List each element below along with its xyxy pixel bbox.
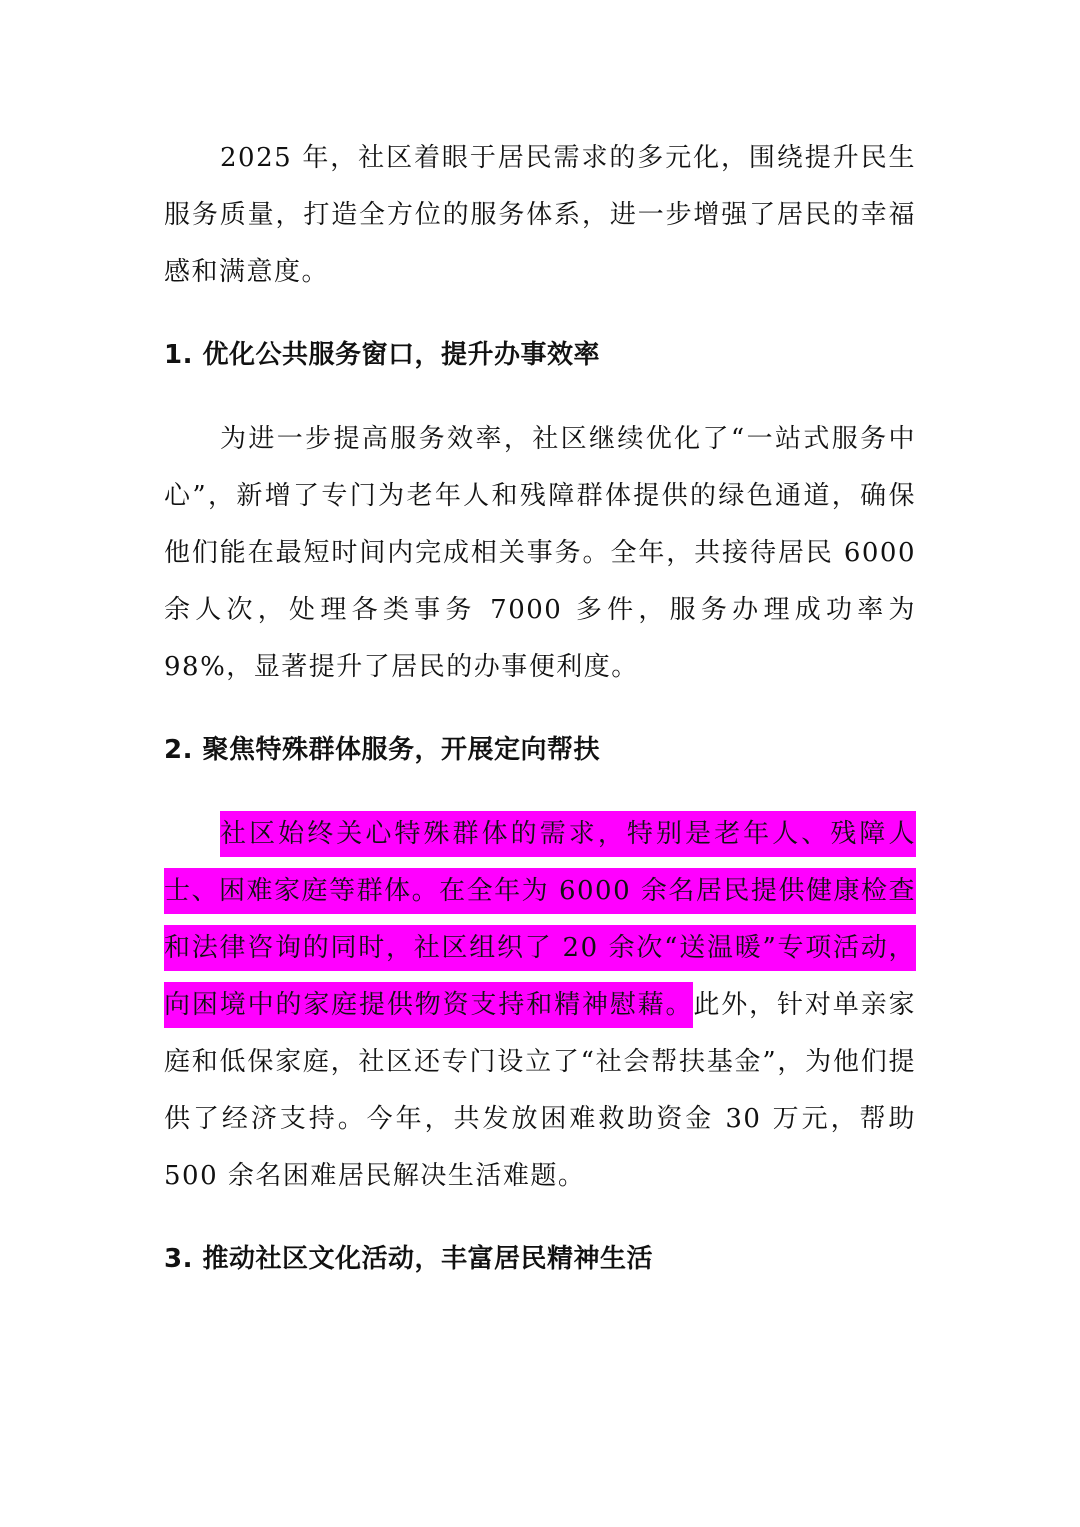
document-body xyxy=(164,130,916,1288)
section-2-paragraph-rest: 此外，针对单亲家庭和低保家庭，社区还专门设立了“社会帮扶基金”，为他们提供了经济支持。今年，共发放困难救助资金 30 万元，帮助 500 余名困难居民解决生活难题。 xyxy=(164,990,916,1191)
section-3-heading: 3. 推动社区文化活动，丰富居民精神生活 xyxy=(164,1244,654,1274)
intro-paragraph: 2025 年，社区着眼于居民需求的多元化，围绕提升民生服务质量，打造全方位的服务体系，进一步增强了居民的幸福感和满意度。 xyxy=(164,143,916,287)
highlighted-text: 社区始终关心特殊群体的需求，特别是老年人、残障人士、困难家庭等群体。在全年为 6000 余名居民提供健康检查和法律咨询的同时，社区组织了 20 余次“送温暖”专项活动，向困境中的家庭提供物资支持和精神慰藉。 xyxy=(164,811,916,1028)
section-2-paragraph xyxy=(164,806,916,1205)
section-1-heading: 1. 优化公共服务窗口，提升办事效率 xyxy=(164,340,601,370)
section-2-heading: 2. 聚焦特殊群体服务，开展定向帮扶 xyxy=(164,735,601,765)
section-1-paragraph: 为进一步提高服务效率，社区继续优化了“一站式服务中心”，新增了专门为老年人和残障群体提供的绿色通道，确保他们能在最短时间内完成相关事务。全年，共接待居民 6000 余人次，处理各类事务 7000 多件，服务办理成功率为 98%，显著提升了居民的办事便利度。 xyxy=(164,424,916,682)
